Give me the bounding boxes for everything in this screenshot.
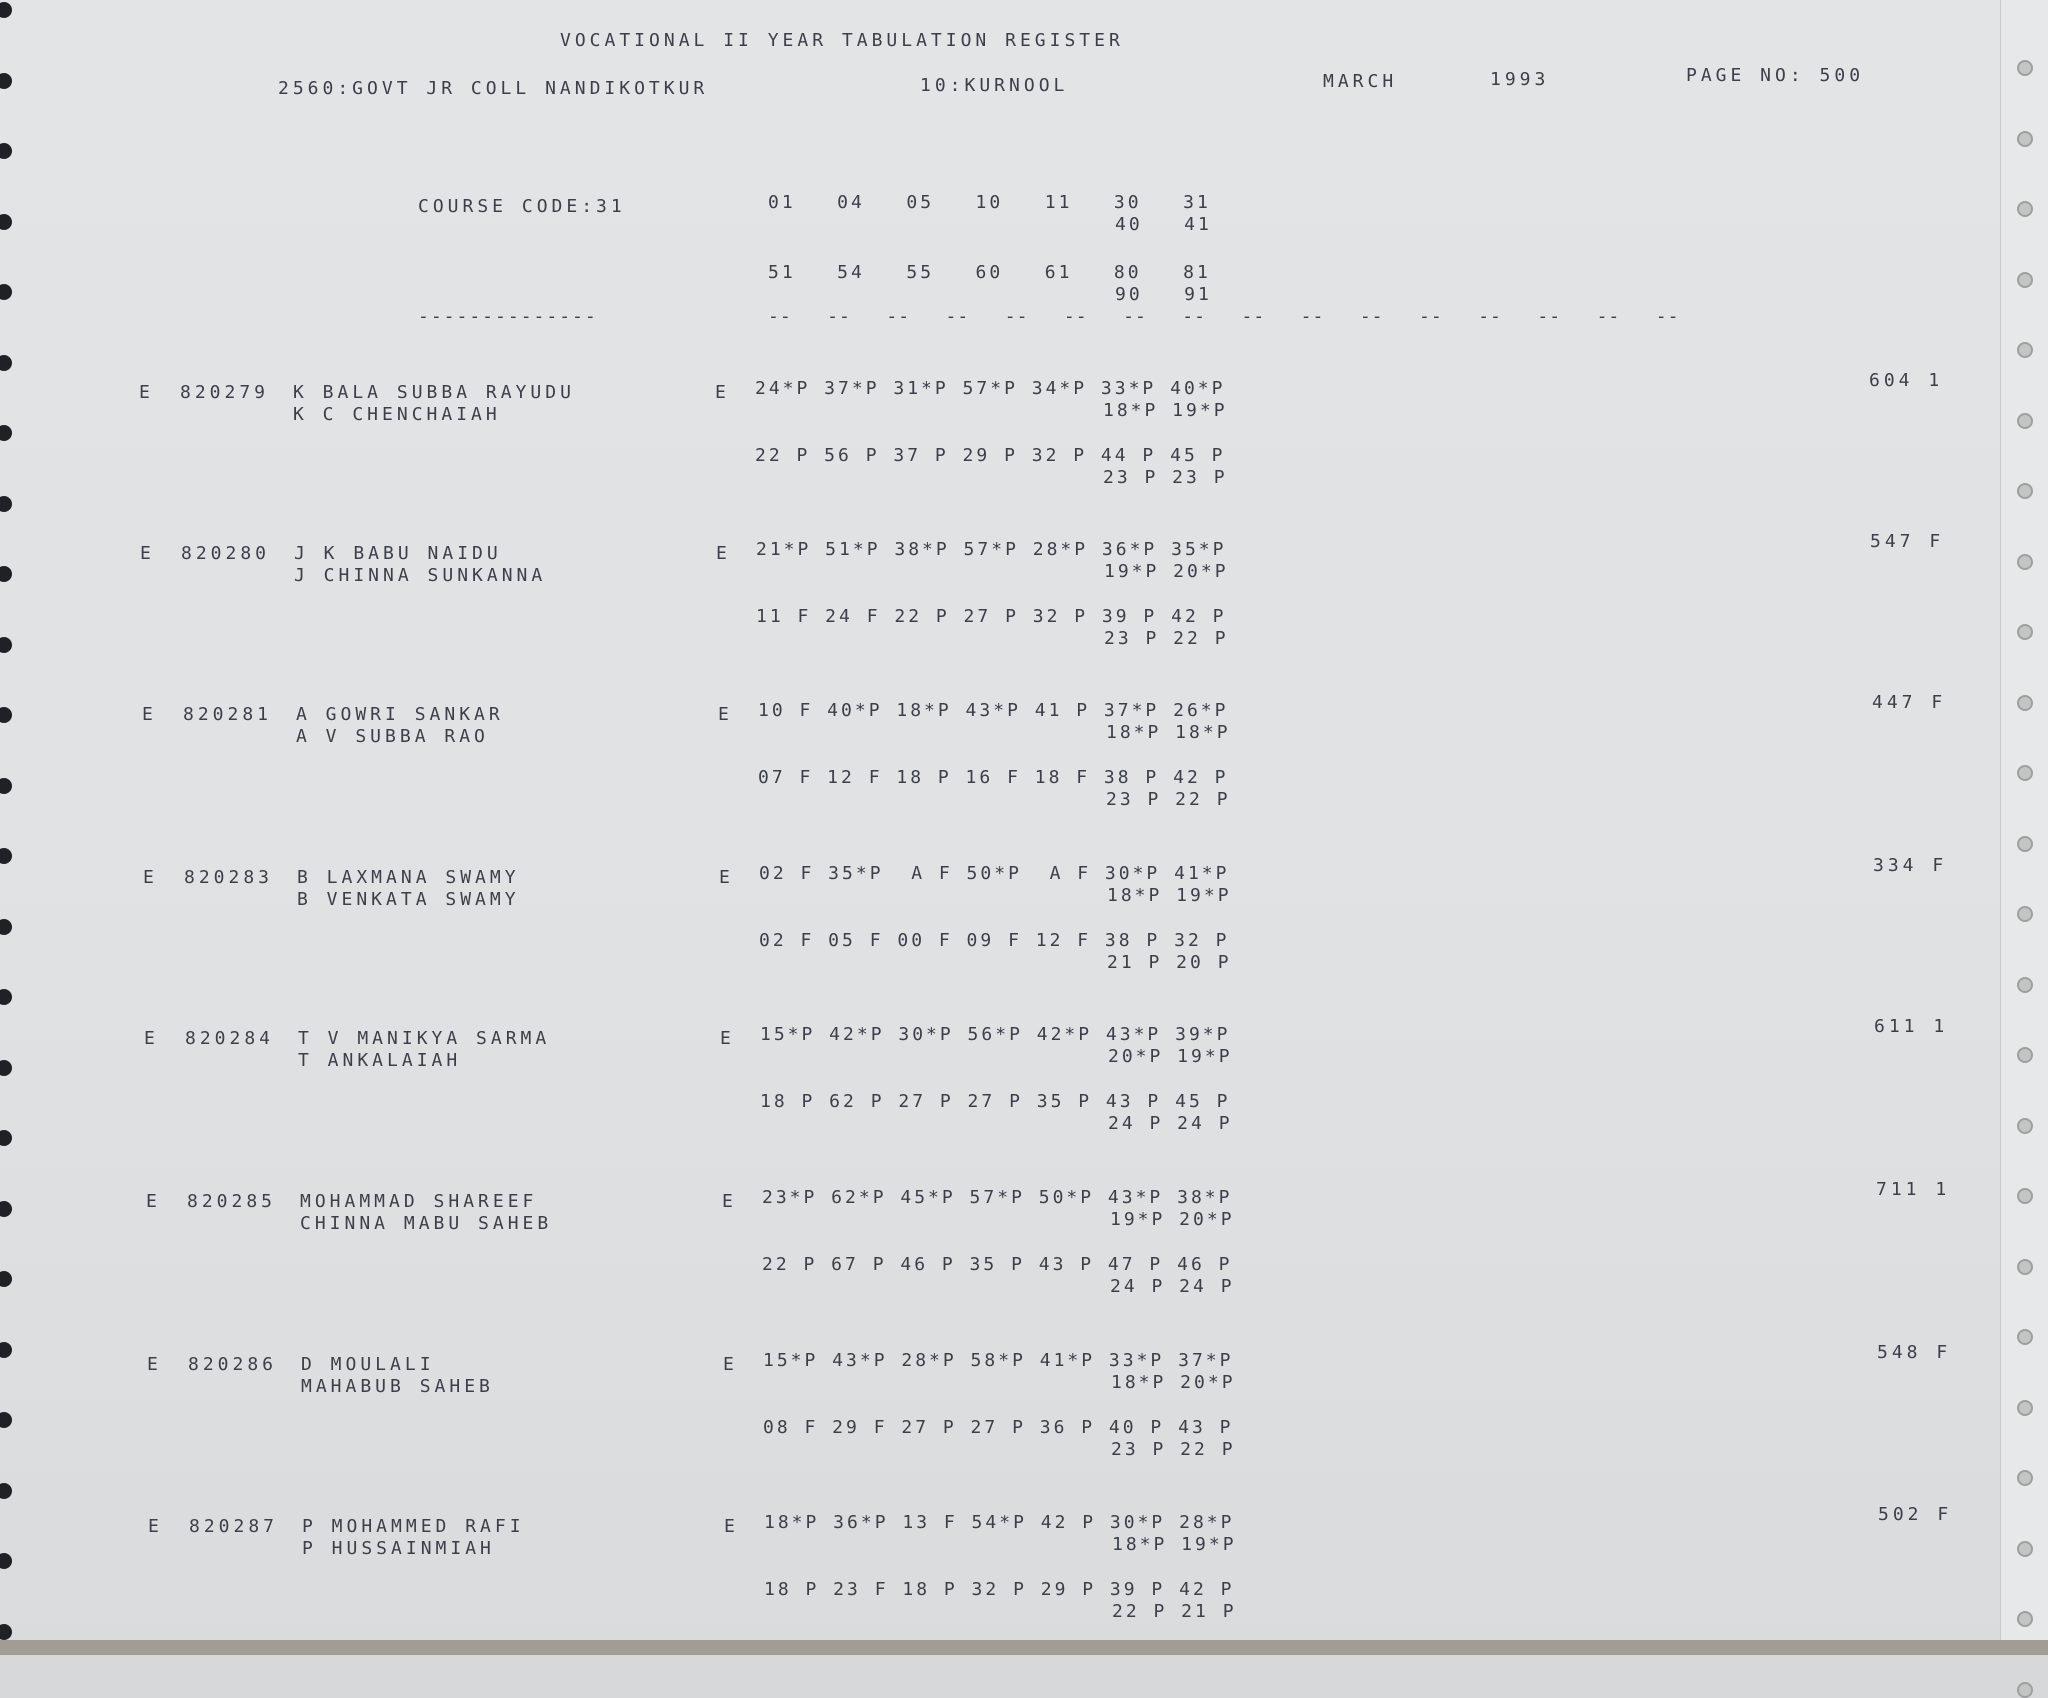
tractor-feed-right [2000, 0, 2048, 1640]
feed-hole [2017, 1118, 2033, 1134]
feed-hole [2017, 1188, 2033, 1204]
father-name: MAHABUB SAHEB [301, 1376, 494, 1397]
exam-year: 1993 [1490, 69, 1550, 90]
student-flag: E [143, 867, 158, 888]
total-result: 711 1 [1876, 1179, 1951, 1200]
feed-hole [2017, 1682, 2033, 1698]
exam-month: MARCH [1323, 71, 1398, 92]
feed-hole [0, 566, 12, 582]
feed-hole [0, 919, 12, 935]
father-name: A V SUBBA RAO [296, 726, 489, 747]
section-code: E [722, 1191, 737, 1212]
student-name: K BALA SUBBA RAYUDU [293, 382, 575, 403]
feed-hole [0, 1483, 12, 1499]
marks-row2-sub: 23 P 22 P [1111, 1439, 1236, 1460]
father-name: T ANKALAIAH [298, 1050, 462, 1071]
feed-hole [0, 284, 12, 300]
marks-row2: 02 F 05 F 00 F 09 F 12 F 38 P 32 P [759, 930, 1230, 951]
roll-number: 820283 [184, 867, 274, 888]
student-flag: E [142, 704, 157, 725]
student-flag: E [148, 1516, 163, 1537]
marks-row1-sub: 19*P 20*P [1104, 561, 1229, 582]
section-code: E [720, 1028, 735, 1049]
marks-row1-sub: 18*P 20*P [1111, 1372, 1236, 1393]
marks-row2: 22 P 56 P 37 P 29 P 32 P 44 P 45 P [755, 445, 1226, 466]
marks-row1: 24*P 37*P 31*P 57*P 34*P 33*P 40*P [755, 378, 1226, 399]
marks-row1-sub: 18*P 19*P [1112, 1534, 1237, 1555]
feed-hole [0, 425, 12, 441]
feed-hole [2017, 906, 2033, 922]
marks-row1: 02 F 35*P A F 50*P A F 30*P 41*P [759, 863, 1230, 884]
father-name: CHINNA MABU SAHEB [300, 1213, 553, 1234]
feed-hole [0, 1271, 12, 1287]
subject-codes-row2-sub: 90 91 [1115, 284, 1212, 305]
feed-hole [0, 1412, 12, 1428]
paper-bottom-edge [0, 1640, 2048, 1655]
feed-hole [0, 1342, 12, 1358]
feed-hole [2017, 1541, 2033, 1557]
tractor-feed-left [0, 0, 22, 1640]
marks-row1-sub: 20*P 19*P [1108, 1046, 1233, 1067]
marks-row2: 18 P 62 P 27 P 27 P 35 P 43 P 45 P [760, 1091, 1231, 1112]
marks-row1-sub: 18*P 19*P [1107, 885, 1232, 906]
marks-row2-sub: 23 P 22 P [1104, 628, 1229, 649]
feed-hole [0, 496, 12, 512]
marks-row2: 22 P 67 P 46 P 35 P 43 P 47 P 46 P [762, 1254, 1233, 1275]
feed-hole [0, 1201, 12, 1217]
marks-row1: 10 F 40*P 18*P 43*P 41 P 37*P 26*P [758, 700, 1229, 721]
father-name: K C CHENCHAIAH [293, 404, 501, 425]
feed-hole [2017, 1400, 2033, 1416]
marks-row1: 23*P 62*P 45*P 57*P 50*P 43*P 38*P [762, 1187, 1233, 1208]
marks-row2-sub: 24 P 24 P [1108, 1113, 1233, 1134]
marks-row1: 18*P 36*P 13 F 54*P 42 P 30*P 28*P [764, 1512, 1235, 1533]
page-number: PAGE NO: 500 [1686, 65, 1865, 86]
total-result: 547 F [1870, 531, 1945, 552]
section-code: E [724, 1516, 739, 1537]
column-separator: -- -- -- -- -- -- -- -- -- -- -- -- -- -- -- -- [768, 306, 1680, 327]
feed-hole [0, 1624, 12, 1640]
feed-hole [2017, 483, 2033, 499]
student-name: T V MANIKYA SARMA [298, 1028, 551, 1049]
roll-number: 820284 [185, 1028, 275, 1049]
father-name: J CHINNA SUNKANNA [294, 565, 547, 586]
feed-hole [0, 355, 12, 371]
course-underline: -------------- [418, 306, 598, 327]
student-name: MOHAMMAD SHAREEF [300, 1191, 538, 1212]
student-name: D MOULALI [301, 1354, 435, 1375]
student-name: B LAXMANA SWAMY [297, 867, 520, 888]
subject-codes-row1-sub: 40 41 [1115, 214, 1212, 235]
marks-row1: 21*P 51*P 38*P 57*P 28*P 36*P 35*P [756, 539, 1227, 560]
feed-hole [0, 637, 12, 653]
marks-row2-sub: 22 P 21 P [1112, 1601, 1237, 1622]
roll-number: 820285 [187, 1191, 277, 1212]
feed-hole [2017, 342, 2033, 358]
marks-row2-sub: 24 P 24 P [1110, 1276, 1235, 1297]
student-flag: E [146, 1191, 161, 1212]
roll-number: 820279 [180, 382, 270, 403]
feed-hole [2017, 695, 2033, 711]
father-name: P HUSSAINMIAH [302, 1538, 495, 1559]
feed-hole [2017, 413, 2033, 429]
feed-hole [2017, 1259, 2033, 1275]
student-name: A GOWRI SANKAR [296, 704, 504, 725]
feed-hole [0, 1130, 12, 1146]
feed-hole [2017, 1047, 2033, 1063]
section-code: E [718, 704, 733, 725]
subject-codes-row2: 51 54 55 60 61 80 81 [768, 262, 1211, 283]
total-result: 502 F [1878, 1504, 1953, 1525]
district-name: 10:KURNOOL [920, 75, 1069, 96]
feed-hole [2017, 131, 2033, 147]
feed-hole [0, 707, 12, 723]
feed-hole [0, 143, 12, 159]
roll-number: 820280 [181, 543, 271, 564]
marks-row2-sub: 23 P 23 P [1103, 467, 1228, 488]
feed-hole [2017, 836, 2033, 852]
section-code: E [719, 867, 734, 888]
feed-hole [2017, 60, 2033, 76]
marks-row2-sub: 21 P 20 P [1107, 952, 1232, 973]
marks-row1: 15*P 42*P 30*P 56*P 42*P 43*P 39*P [760, 1024, 1231, 1045]
college-name: 2560:GOVT JR COLL NANDIKOTKUR [278, 78, 709, 99]
total-result: 334 F [1873, 855, 1948, 876]
father-name: B VENKATA SWAMY [297, 889, 520, 910]
marks-row1-sub: 18*P 19*P [1103, 400, 1228, 421]
marks-row2: 07 F 12 F 18 P 16 F 18 F 38 P 42 P [758, 767, 1229, 788]
student-flag: E [144, 1028, 159, 1049]
feed-hole [2017, 624, 2033, 640]
feed-hole [2017, 1470, 2033, 1486]
feed-hole [0, 2, 12, 18]
student-name: J K BABU NAIDU [294, 543, 502, 564]
course-code-label: COURSE CODE:31 [418, 196, 626, 217]
feed-hole [0, 1553, 12, 1569]
section-code: E [716, 543, 731, 564]
subject-codes-row1: 01 04 05 10 11 30 31 [768, 192, 1211, 213]
feed-hole [2017, 201, 2033, 217]
student-flag: E [147, 1354, 162, 1375]
total-result: 611 1 [1874, 1016, 1949, 1037]
marks-row1-sub: 19*P 20*P [1110, 1209, 1235, 1230]
feed-hole [0, 1060, 12, 1076]
feed-hole [2017, 977, 2033, 993]
feed-hole [2017, 1329, 2033, 1345]
roll-number: 820286 [188, 1354, 278, 1375]
total-result: 604 1 [1869, 370, 1944, 391]
student-flag: E [139, 382, 154, 403]
feed-hole [2017, 554, 2033, 570]
feed-hole [2017, 272, 2033, 288]
marks-row2: 11 F 24 F 22 P 27 P 32 P 39 P 42 P [756, 606, 1227, 627]
register-title: VOCATIONAL II YEAR TABULATION REGISTER [560, 30, 1124, 51]
feed-hole [0, 848, 12, 864]
marks-row2: 18 P 23 F 18 P 32 P 29 P 39 P 42 P [764, 1579, 1235, 1600]
section-code: E [723, 1354, 738, 1375]
marks-row1-sub: 18*P 18*P [1106, 722, 1231, 743]
total-result: 447 F [1872, 692, 1947, 713]
student-flag: E [140, 543, 155, 564]
feed-hole [0, 214, 12, 230]
marks-row2: 08 F 29 F 27 P 27 P 36 P 40 P 43 P [763, 1417, 1234, 1438]
student-name: P MOHAMMED RAFI [302, 1516, 525, 1537]
feed-hole [0, 73, 12, 89]
roll-number: 820287 [189, 1516, 279, 1537]
feed-hole [2017, 765, 2033, 781]
section-code: E [715, 382, 730, 403]
feed-hole [2017, 1611, 2033, 1627]
feed-hole [0, 778, 12, 794]
total-result: 548 F [1877, 1342, 1952, 1363]
marks-row1: 15*P 43*P 28*P 58*P 41*P 33*P 37*P [763, 1350, 1234, 1371]
roll-number: 820281 [183, 704, 273, 725]
feed-hole [0, 989, 12, 1005]
marks-row2-sub: 23 P 22 P [1106, 789, 1231, 810]
